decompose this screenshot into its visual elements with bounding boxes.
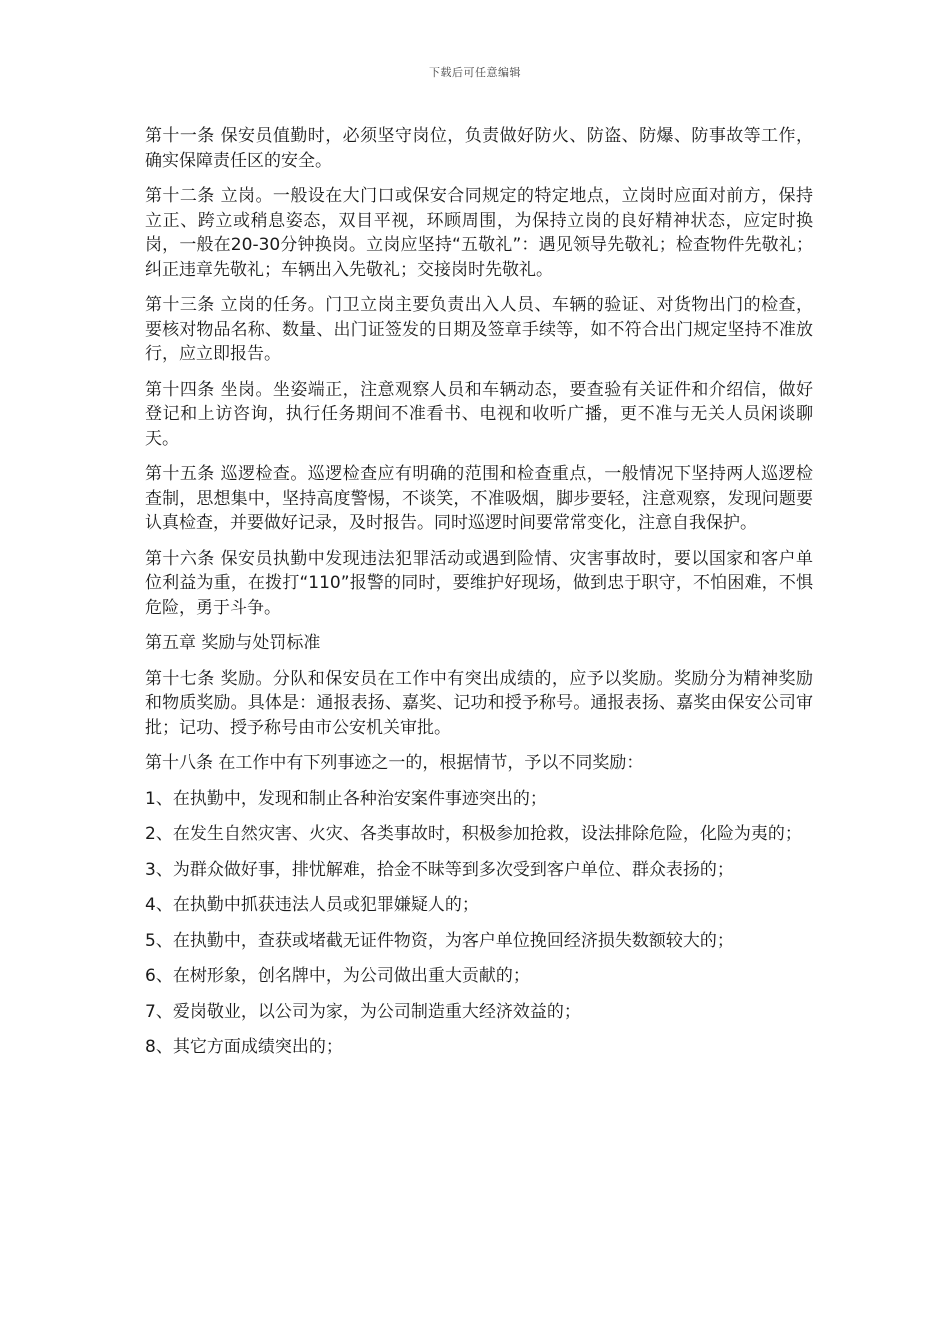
article-17: 第十七条 奖励。分队和保安员在工作中有突出成绩的，应予以奖励。奖励分为精神奖励和物质奖励。具体是：通报表扬、嘉奖、记功和授予称号。通报表扬、嘉奖由保安公司审批；记功、授予称号由市公安机关审批。	[145, 668, 813, 738]
list-item: 7、爱岗敬业，以公司为家，为公司制造重大经济效益的；	[145, 1001, 581, 1022]
document-body	[145, 124, 813, 1071]
list-item: 6、在树形象，创名牌中，为公司做出重大贡献的；	[145, 966, 530, 986]
list-item: 8、其它方面成绩突出的；	[145, 1037, 343, 1057]
list-item: 4、在执勤中抓获违法人员或犯罪嫌疑人的；	[145, 895, 479, 915]
article-13: 第十三条 立岗的任务。门卫立岗主要负责出入人员、车辆的验证、对货物出门的检查，要核对物品名称、数量、出门证签发的日期及签章手续等，如不符合出门规定坚持不准放行，应立即报告。	[145, 295, 813, 364]
list-item: 5、在执勤中，查获或堵截无证件物资，为客户单位挽回经济损失数额较大的；	[145, 930, 734, 951]
article-15: 第十五条 巡逻检查。巡逻检查应有明确的范围和检查重点，一般情况下坚持两人巡逻检查制，思想集中，坚持高度警惕，不谈笑，不准吸烟，脚步要轻，注意观察，发现问题要认真检查，并要做好记录，及时报告。同时巡逻时间要常常变化，注意自我保护。	[145, 464, 813, 533]
article-11: 第十一条 保安员值勤时，必须坚守岗位，负责做好防火、防盗、防爆、防事故等工作，确实保障责任区的安全。	[145, 126, 813, 171]
header-note: 下载后可任意编辑	[429, 66, 521, 79]
article-18: 第十八条 在工作中有下列事迹之一的，根据情节，予以不同奖励：	[145, 753, 644, 773]
chapter-heading: 第五章 奖励与处罚标准	[145, 633, 321, 653]
article-12: 第十二条 立岗。一般设在大门口或保安合同规定的特定地点，立岗时应面对前方，保持立正、跨立或稍息姿态，双目平视，环顾周围，为保持立岗的良好精神状态，应定时换岗，一般在20-30分钟换岗。立岗应坚持“五敬礼”：遇见领导先敬礼；检查物件先敬礼；纠正违章先敬礼；车辆出入先敬礼；交接岗时先敬礼。	[145, 186, 813, 280]
list-item: 2、在发生自然灾害、火灾、各类事故时，积极参加抢救，设法排除危险，化险为夷的；	[145, 824, 802, 844]
article-16: 第十六条 保安员执勤中发现违法犯罪活动或遇到险情、灾害事故时，要以国家和客户单位利益为重，在拨打“110”报警的同时，要维护好现场，做到忠于职守，不怕困难，不惧危险，勇于斗争。	[145, 548, 813, 618]
list-item: 1、在执勤中，发现和制止各种治安案件事迹突出的；	[145, 788, 547, 809]
article-14: 第十四条 坐岗。坐姿端正，注意观察人员和车辆动态，要查验有关证件和介绍信，做好登记和上访咨询，执行任务期间不准看书、电视和收听广播，更不准与无关人员闲谈聊天。	[145, 379, 813, 449]
list-item: 3、为群众做好事，排忧解难，拾金不昧等到多次受到客户单位、群众表扬的；	[145, 859, 734, 880]
